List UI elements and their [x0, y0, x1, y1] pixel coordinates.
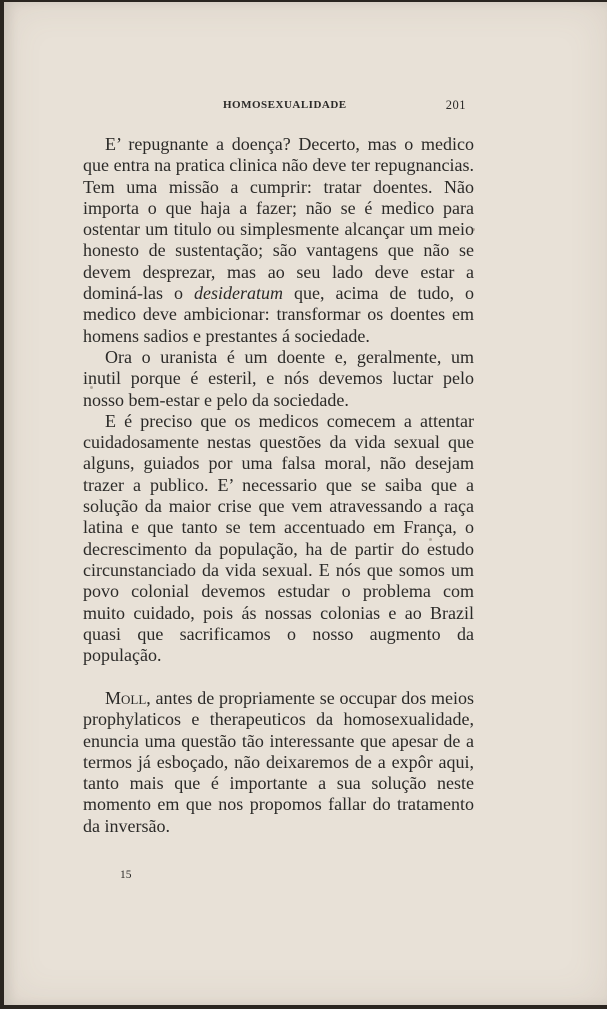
- signature-mark: 15: [120, 869, 132, 881]
- paragraph-1-text: E’ repugnante a doença? Decerto, mas o medico que entra na pratica clinica não deve ter repugnancias. Tem uma missão a cumprir: tratar doentes. Não importa o que haja a fazer; não se é medico para ostentar um titulo ou simplesmente alcançar um meio honesto de sustentação; são vantagens que não se devem desprezar, mas ao seu lado deve estar a dominá-las o: [83, 134, 474, 304]
- paragraph-1-italic-term: desideratum: [194, 283, 284, 304]
- book-page: [4, 2, 607, 1005]
- paragraph-4: [83, 688, 474, 837]
- page-number: 201: [445, 98, 466, 112]
- paper-speck: [472, 228, 475, 231]
- paragraph-1: [83, 134, 474, 347]
- author-name: Moll: [105, 687, 147, 708]
- paragraph-3-text: E é preciso que os medicos comecem a attentar cuidadosamente nestas questões da vida sexual que alguns, guiados por uma falsa moral, não desejam trazer a publico. E’ necessario que se saiba que a solução da maior crise que vem atravessando a raça latina e que tanto se tem accentuado em França, o decrescimento da população, ha de partir do estudo circunstanciado da vida sexual. E nós que somos um povo colonial devemos estudar o problema com muito cuidado, pois ás nossas colonias e ao Brazil quasi que sacrificamos o nosso augmento da população.: [83, 410, 474, 666]
- running-title: HOMOSEXUALIDADE: [223, 99, 347, 111]
- paragraph-1-text-end: que, acima de tudo, o medico deve ambicionar: transformar os doentes em homens sadios e prestantes á sociedade.: [83, 283, 475, 346]
- paragraph-4-text: , antes de propriamente se occupar dos meios prophylaticos e therapeuticos da homosexualidade, enuncia uma questão tão interessante que apesar de a termos já esboçado, não deixaremos de a expôr aqui, tanto mais que é importante a sua solução neste momento em que nos propomos fallar do tratamento da inversão.: [83, 687, 474, 836]
- paragraph-3: [83, 411, 474, 667]
- paper-speck: [90, 386, 93, 389]
- paper-speck: [429, 538, 432, 541]
- running-head: [83, 99, 474, 115]
- paragraph-2-text: Ora o uranista é um doente e, geralmente, um inutil porque é esteril, e nós devemos luctar pelo nosso bem-estar e pelo da sociedade.: [83, 346, 474, 410]
- paragraph-2: [83, 347, 474, 411]
- body-text: [83, 134, 474, 837]
